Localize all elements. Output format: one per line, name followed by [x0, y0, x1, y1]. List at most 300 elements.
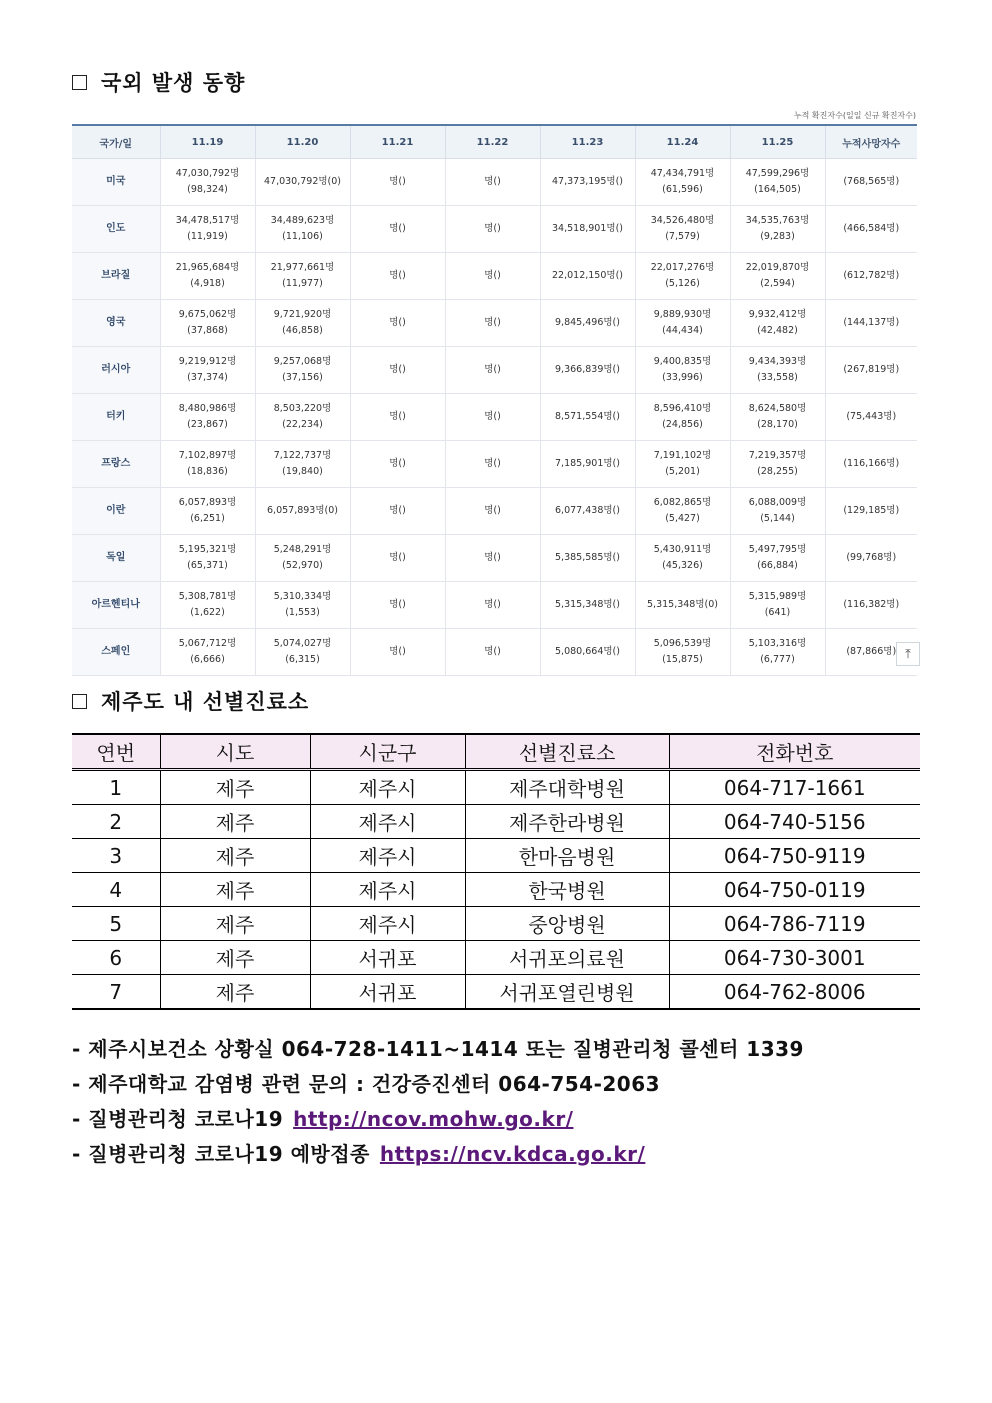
cases-cell	[350, 300, 445, 347]
clinic-cell: 서귀포	[310, 975, 465, 1010]
cumulative-cases: 명()	[484, 552, 501, 563]
cases-cell	[730, 582, 825, 629]
cases-cell	[255, 535, 350, 582]
cumulative-cases: 34,518,901명()	[552, 223, 623, 234]
header-cell: 11.20	[255, 125, 350, 159]
cases-cell	[160, 582, 255, 629]
cumulative-cases: 5,248,291명	[273, 544, 332, 555]
cases-cell	[160, 535, 255, 582]
cumulative-cases: 5,315,348명()	[555, 599, 620, 610]
cases-cell	[445, 441, 540, 488]
country-cell: 스페인	[72, 629, 160, 676]
table-row	[72, 770, 920, 805]
cases-cell	[635, 347, 730, 394]
daily-new-cases: (11,106)	[282, 231, 323, 242]
daily-new-cases: (52,970)	[282, 560, 323, 571]
cumulative-cases: 8,571,554명()	[555, 411, 620, 422]
deaths-cell: (267,819명)	[825, 347, 917, 394]
header-cell: 11.23	[540, 125, 635, 159]
clinic-cell: 제주시	[310, 770, 465, 805]
header-cell: 11.21	[350, 125, 445, 159]
country-cell: 프랑스	[72, 441, 160, 488]
cumulative-cases: 8,503,220명	[273, 403, 332, 414]
cumulative-cases: 명()	[389, 364, 406, 375]
contact-link[interactable]: https://ncv.kdca.go.kr/	[379, 1142, 646, 1166]
cases-cell	[160, 488, 255, 535]
clinic-cell: 제주대학병원	[465, 770, 669, 805]
cases-cell	[255, 441, 350, 488]
cumulative-cases: 22,012,150명()	[552, 270, 623, 281]
cumulative-cases: 5,195,321명	[178, 544, 237, 555]
daily-new-cases: (28,170)	[757, 419, 798, 430]
table-row	[72, 941, 920, 975]
clinic-cell: 064-730-3001	[669, 941, 920, 975]
cases-cell	[635, 535, 730, 582]
cumulative-cases: 명()	[389, 411, 406, 422]
cumulative-cases: 6,057,893명(0)	[267, 505, 338, 516]
daily-new-cases: (164,505)	[754, 184, 801, 195]
daily-new-cases: (4,918)	[190, 278, 225, 289]
cumulative-cases: 명()	[389, 458, 406, 469]
deaths-cell: (612,782명)	[825, 253, 917, 300]
cases-cell	[540, 159, 635, 206]
cumulative-cases: 명()	[389, 317, 406, 328]
contact-text: - 질병관리청 코로나19	[72, 1107, 284, 1131]
cases-cell	[540, 441, 635, 488]
daily-new-cases: (65,371)	[187, 560, 228, 571]
deaths-cell: (144,137명)	[825, 300, 917, 347]
clinic-cell: 4	[72, 873, 160, 907]
cases-cell	[540, 629, 635, 676]
cumulative-cases: 명()	[389, 270, 406, 281]
cases-cell	[635, 582, 730, 629]
cases-cell	[160, 253, 255, 300]
deaths-cell: (99,768명)	[825, 535, 917, 582]
daily-new-cases: (6,666)	[190, 654, 225, 665]
cases-cell	[540, 300, 635, 347]
deaths-cell: (75,443명)	[825, 394, 917, 441]
clinic-cell: 서귀포	[310, 941, 465, 975]
contact-text: - 제주시보건소 상황실 064-728-1411~1414 또는 질병관리청 콜센터 1339	[72, 1037, 804, 1061]
cases-cell	[730, 300, 825, 347]
cases-cell	[350, 159, 445, 206]
daily-new-cases: (98,324)	[187, 184, 228, 195]
header-cell: 전화번호	[669, 734, 920, 770]
contact-line	[72, 1067, 804, 1102]
cumulative-cases: 9,257,068명	[273, 356, 332, 367]
cumulative-cases: 9,721,920명	[273, 309, 332, 320]
cases-cell	[730, 206, 825, 253]
daily-new-cases: (1,553)	[285, 607, 320, 618]
country-cell: 독일	[72, 535, 160, 582]
table-header-row	[72, 734, 920, 770]
cumulative-cases: 9,932,412명	[748, 309, 807, 320]
cases-cell	[635, 629, 730, 676]
cases-cell	[540, 347, 635, 394]
daily-new-cases: (9,283)	[760, 231, 795, 242]
cumulative-cases: 47,373,195명()	[552, 176, 623, 187]
cumulative-cases: 명()	[484, 176, 501, 187]
daily-new-cases: (45,326)	[662, 560, 703, 571]
clinic-table	[72, 733, 920, 1010]
cumulative-cases: 8,480,986명	[178, 403, 237, 414]
clinic-cell: 서귀포열린병원	[465, 975, 669, 1010]
daily-new-cases: (66,884)	[757, 560, 798, 571]
table-header-row	[72, 125, 917, 159]
cumulative-cases: 명()	[484, 270, 501, 281]
cases-cell	[445, 488, 540, 535]
clinic-cell: 2	[72, 805, 160, 839]
daily-new-cases: (23,867)	[187, 419, 228, 430]
table-row	[72, 907, 920, 941]
cases-cell	[445, 582, 540, 629]
clinic-cell: 제주	[160, 805, 310, 839]
cumulative-cases: 34,535,763명	[745, 215, 810, 226]
daily-new-cases: (37,868)	[187, 325, 228, 336]
cases-cell	[255, 629, 350, 676]
section-title-clinics	[72, 686, 309, 716]
cumulative-cases: 34,489,623명	[270, 215, 335, 226]
clinic-cell: 제주한라병원	[465, 805, 669, 839]
checkbox-square-icon	[72, 694, 87, 709]
daily-new-cases: (5,427)	[665, 513, 700, 524]
daily-new-cases: (5,126)	[665, 278, 700, 289]
country-cell: 러시아	[72, 347, 160, 394]
cumulative-cases: 명()	[389, 552, 406, 563]
cumulative-cases: 47,030,792명(0)	[263, 176, 342, 187]
cases-cell	[445, 629, 540, 676]
header-cell: 선별진료소	[465, 734, 669, 770]
cases-cell	[730, 535, 825, 582]
contact-link[interactable]: http://ncov.mohw.go.kr/	[293, 1107, 574, 1131]
clinic-cell: 제주시	[310, 907, 465, 941]
cases-cell	[635, 300, 730, 347]
clinic-cell: 제주시	[310, 805, 465, 839]
table-row	[72, 300, 917, 347]
clinic-cell: 제주	[160, 975, 310, 1010]
clinic-cell: 제주시	[310, 839, 465, 873]
table-row	[72, 441, 917, 488]
arrow-up-to-top-icon: ⤒	[905, 646, 911, 662]
country-cell: 이란	[72, 488, 160, 535]
clinic-cell: 1	[72, 770, 160, 805]
clinic-cell: 제주	[160, 839, 310, 873]
cumulative-cases: 5,103,316명	[748, 638, 807, 649]
cumulative-cases: 9,675,062명	[178, 309, 237, 320]
cases-cell	[445, 535, 540, 582]
deaths-cell: (116,382명)	[825, 582, 917, 629]
cumulative-cases: 명()	[389, 176, 406, 187]
header-cell: 11.19	[160, 125, 255, 159]
cumulative-cases: 9,434,393명	[748, 356, 807, 367]
header-cell: 시도	[160, 734, 310, 770]
cases-cell	[540, 206, 635, 253]
cumulative-cases: 5,080,664명()	[555, 646, 620, 657]
cumulative-cases: 7,185,901명()	[555, 458, 620, 469]
cases-cell	[730, 159, 825, 206]
cases-cell	[635, 159, 730, 206]
deaths-cell: (87,866명)	[825, 629, 917, 676]
cumulative-cases: 47,599,296명	[745, 168, 810, 179]
cumulative-cases: 5,067,712명	[178, 638, 237, 649]
cases-cell	[445, 206, 540, 253]
deaths-cell: (768,565명)	[825, 159, 917, 206]
cases-cell	[730, 629, 825, 676]
cumulative-cases: 5,497,795명	[748, 544, 807, 555]
table-row	[72, 629, 917, 676]
section-title-text: 제주도 내 선별진료소	[101, 690, 310, 714]
daily-new-cases: (61,596)	[662, 184, 703, 195]
header-cell: 누적사망자수	[825, 125, 917, 159]
cases-cell	[445, 394, 540, 441]
cumulative-cases: 명()	[484, 223, 501, 234]
daily-new-cases: (24,856)	[662, 419, 703, 430]
table-row	[72, 253, 917, 300]
cumulative-cases: 34,478,517명	[175, 215, 240, 226]
daily-new-cases: (42,482)	[757, 325, 798, 336]
cases-cell	[635, 206, 730, 253]
country-cell: 영국	[72, 300, 160, 347]
cumulative-cases: 명()	[484, 646, 501, 657]
daily-new-cases: (46,858)	[282, 325, 323, 336]
cases-cell	[255, 206, 350, 253]
daily-new-cases: (1,622)	[190, 607, 225, 618]
deaths-cell: (466,584명)	[825, 206, 917, 253]
cumulative-cases: 명()	[484, 599, 501, 610]
cumulative-cases: 5,315,989명	[748, 591, 807, 602]
daily-new-cases: (11,977)	[282, 278, 323, 289]
daily-new-cases: (37,156)	[282, 372, 323, 383]
scroll-to-top-button[interactable]	[896, 642, 920, 666]
cumulative-cases: 7,219,357명	[748, 450, 807, 461]
daily-new-cases: (6,251)	[190, 513, 225, 524]
cases-cell	[445, 159, 540, 206]
cases-cell	[350, 629, 445, 676]
cumulative-cases: 9,845,496명()	[555, 317, 620, 328]
table-row	[72, 206, 917, 253]
cases-cell	[160, 347, 255, 394]
cases-cell	[350, 488, 445, 535]
cases-cell	[730, 253, 825, 300]
daily-new-cases: (19,840)	[282, 466, 323, 477]
daily-new-cases: (11,919)	[187, 231, 228, 242]
cumulative-cases: 21,977,661명	[270, 262, 335, 273]
cumulative-cases: 명()	[389, 223, 406, 234]
daily-new-cases: (18,836)	[187, 466, 228, 477]
clinic-cell: 제주시	[310, 873, 465, 907]
cases-cell	[635, 441, 730, 488]
cases-cell	[255, 159, 350, 206]
country-cell: 브라질	[72, 253, 160, 300]
clinic-cell: 5	[72, 907, 160, 941]
cases-cell	[255, 394, 350, 441]
cases-cell	[160, 394, 255, 441]
cumulative-cases: 6,077,438명()	[555, 505, 620, 516]
cases-cell	[350, 347, 445, 394]
cumulative-cases: 명()	[484, 505, 501, 516]
cases-cell	[350, 582, 445, 629]
daily-new-cases: (2,594)	[760, 278, 795, 289]
country-cell: 미국	[72, 159, 160, 206]
cases-cell	[350, 441, 445, 488]
contact-list	[72, 1032, 804, 1172]
table-note: 누적 확진자수(일일 신규 확진자수)	[793, 111, 916, 120]
header-cell: 11.25	[730, 125, 825, 159]
contact-line	[72, 1137, 804, 1172]
cases-cell	[350, 206, 445, 253]
cases-cell	[255, 582, 350, 629]
country-cell: 터키	[72, 394, 160, 441]
cumulative-cases: 7,102,897명	[178, 450, 237, 461]
cumulative-cases: 5,308,781명	[178, 591, 237, 602]
cumulative-cases: 6,088,009명	[748, 497, 807, 508]
cases-cell	[730, 488, 825, 535]
cases-cell	[445, 347, 540, 394]
clinic-cell: 서귀포의료원	[465, 941, 669, 975]
table-row	[72, 839, 920, 873]
cases-cell	[635, 488, 730, 535]
cumulative-cases: 8,596,410명	[653, 403, 712, 414]
cumulative-cases: 7,191,102명	[653, 450, 712, 461]
cumulative-cases: 5,315,348명(0)	[647, 599, 718, 610]
cumulative-cases: 5,096,539명	[653, 638, 712, 649]
contact-text: - 질병관리청 코로나19 예방접종	[72, 1142, 370, 1166]
deaths-cell: (129,185명)	[825, 488, 917, 535]
table-row	[72, 873, 920, 907]
cumulative-cases: 21,965,684명	[175, 262, 240, 273]
cases-cell	[540, 582, 635, 629]
cases-cell	[730, 394, 825, 441]
cumulative-cases: 명()	[484, 364, 501, 375]
clinic-cell: 6	[72, 941, 160, 975]
cumulative-cases: 5,385,585명()	[555, 552, 620, 563]
cases-cell	[635, 253, 730, 300]
daily-new-cases: (6,315)	[285, 654, 320, 665]
cases-cell	[255, 300, 350, 347]
header-cell: 시군구	[310, 734, 465, 770]
clinic-cell: 064-750-0119	[669, 873, 920, 907]
clinic-cell: 064-786-7119	[669, 907, 920, 941]
cumulative-cases: 9,889,930명	[653, 309, 712, 320]
cases-cell	[635, 394, 730, 441]
cases-cell	[540, 488, 635, 535]
cumulative-cases: 명()	[484, 411, 501, 422]
header-cell: 연번	[72, 734, 160, 770]
cumulative-cases: 9,366,839명()	[555, 364, 620, 375]
daily-new-cases: (33,996)	[662, 372, 703, 383]
contact-line	[72, 1102, 804, 1137]
cumulative-cases: 6,082,865명	[653, 497, 712, 508]
header-cell: 국가/일	[72, 125, 160, 159]
cases-cell	[445, 300, 540, 347]
daily-new-cases: (15,875)	[662, 654, 703, 665]
daily-new-cases: (33,558)	[757, 372, 798, 383]
table-row	[72, 535, 917, 582]
cases-cell	[160, 206, 255, 253]
cumulative-cases: 명()	[389, 646, 406, 657]
cumulative-cases: 명()	[484, 317, 501, 328]
table-row	[72, 159, 917, 206]
cases-cell	[160, 159, 255, 206]
cumulative-cases: 34,526,480명	[650, 215, 715, 226]
table-row	[72, 975, 920, 1010]
cases-cell	[540, 253, 635, 300]
overseas-cases-table	[72, 124, 917, 676]
clinic-cell: 064-740-5156	[669, 805, 920, 839]
clinic-cell: 064-750-9119	[669, 839, 920, 873]
table-row	[72, 582, 917, 629]
daily-new-cases: (37,374)	[187, 372, 228, 383]
daily-new-cases: (44,434)	[662, 325, 703, 336]
cumulative-cases: 8,624,580명	[748, 403, 807, 414]
daily-new-cases: (6,777)	[760, 654, 795, 665]
table-row	[72, 394, 917, 441]
cases-cell	[350, 253, 445, 300]
cumulative-cases: 9,400,835명	[653, 356, 712, 367]
clinic-cell: 제주	[160, 941, 310, 975]
cases-cell	[540, 535, 635, 582]
clinic-cell: 한국병원	[465, 873, 669, 907]
cumulative-cases: 47,030,792명	[175, 168, 240, 179]
cumulative-cases: 9,219,912명	[178, 356, 237, 367]
cumulative-cases: 22,019,870명	[745, 262, 810, 273]
cases-cell	[350, 394, 445, 441]
cumulative-cases: 47,434,791명	[650, 168, 715, 179]
cases-cell	[160, 629, 255, 676]
country-cell: 인도	[72, 206, 160, 253]
clinic-cell: 제주	[160, 907, 310, 941]
cases-cell	[350, 535, 445, 582]
cumulative-cases: 5,074,027명	[273, 638, 332, 649]
clinic-cell: 064-762-8006	[723, 979, 866, 1004]
cases-cell	[255, 347, 350, 394]
daily-new-cases: (5,201)	[665, 466, 700, 477]
clinic-cell: 제주	[160, 770, 310, 805]
cases-cell	[255, 253, 350, 300]
country-cell: 아르헨티나	[72, 582, 160, 629]
contact-text: - 제주대학교 감염병 관련 문의 : 건강증진센터 064-754-2063	[72, 1072, 661, 1096]
clinic-cell: 한마음병원	[465, 839, 669, 873]
cumulative-cases: 명()	[484, 458, 501, 469]
contact-line	[72, 1032, 804, 1067]
clinic-cell: 중앙병원	[465, 907, 669, 941]
header-cell: 11.24	[635, 125, 730, 159]
cumulative-cases: 5,430,911명	[653, 544, 712, 555]
cases-cell	[255, 488, 350, 535]
cumulative-cases: 5,310,334명	[273, 591, 332, 602]
daily-new-cases: (5,144)	[760, 513, 795, 524]
cumulative-cases: 7,122,737명	[273, 450, 332, 461]
cases-cell	[445, 253, 540, 300]
cases-cell	[160, 300, 255, 347]
cumulative-cases: 명()	[389, 599, 406, 610]
table-row	[72, 347, 917, 394]
header-cell: 11.22	[445, 125, 540, 159]
clinic-cell: 7	[72, 975, 160, 1010]
cases-cell	[540, 394, 635, 441]
section-title-overseas	[72, 67, 245, 97]
cases-cell	[730, 441, 825, 488]
daily-new-cases: (641)	[764, 607, 791, 618]
cumulative-cases: 명()	[389, 505, 406, 516]
cases-cell	[730, 347, 825, 394]
clinic-cell: 3	[72, 839, 160, 873]
cumulative-cases: 6,057,893명	[178, 497, 237, 508]
daily-new-cases: (7,579)	[665, 231, 700, 242]
clinic-cell: 064-717-1661	[669, 770, 920, 805]
checkbox-square-icon	[72, 75, 87, 90]
clinic-cell: 제주	[160, 873, 310, 907]
